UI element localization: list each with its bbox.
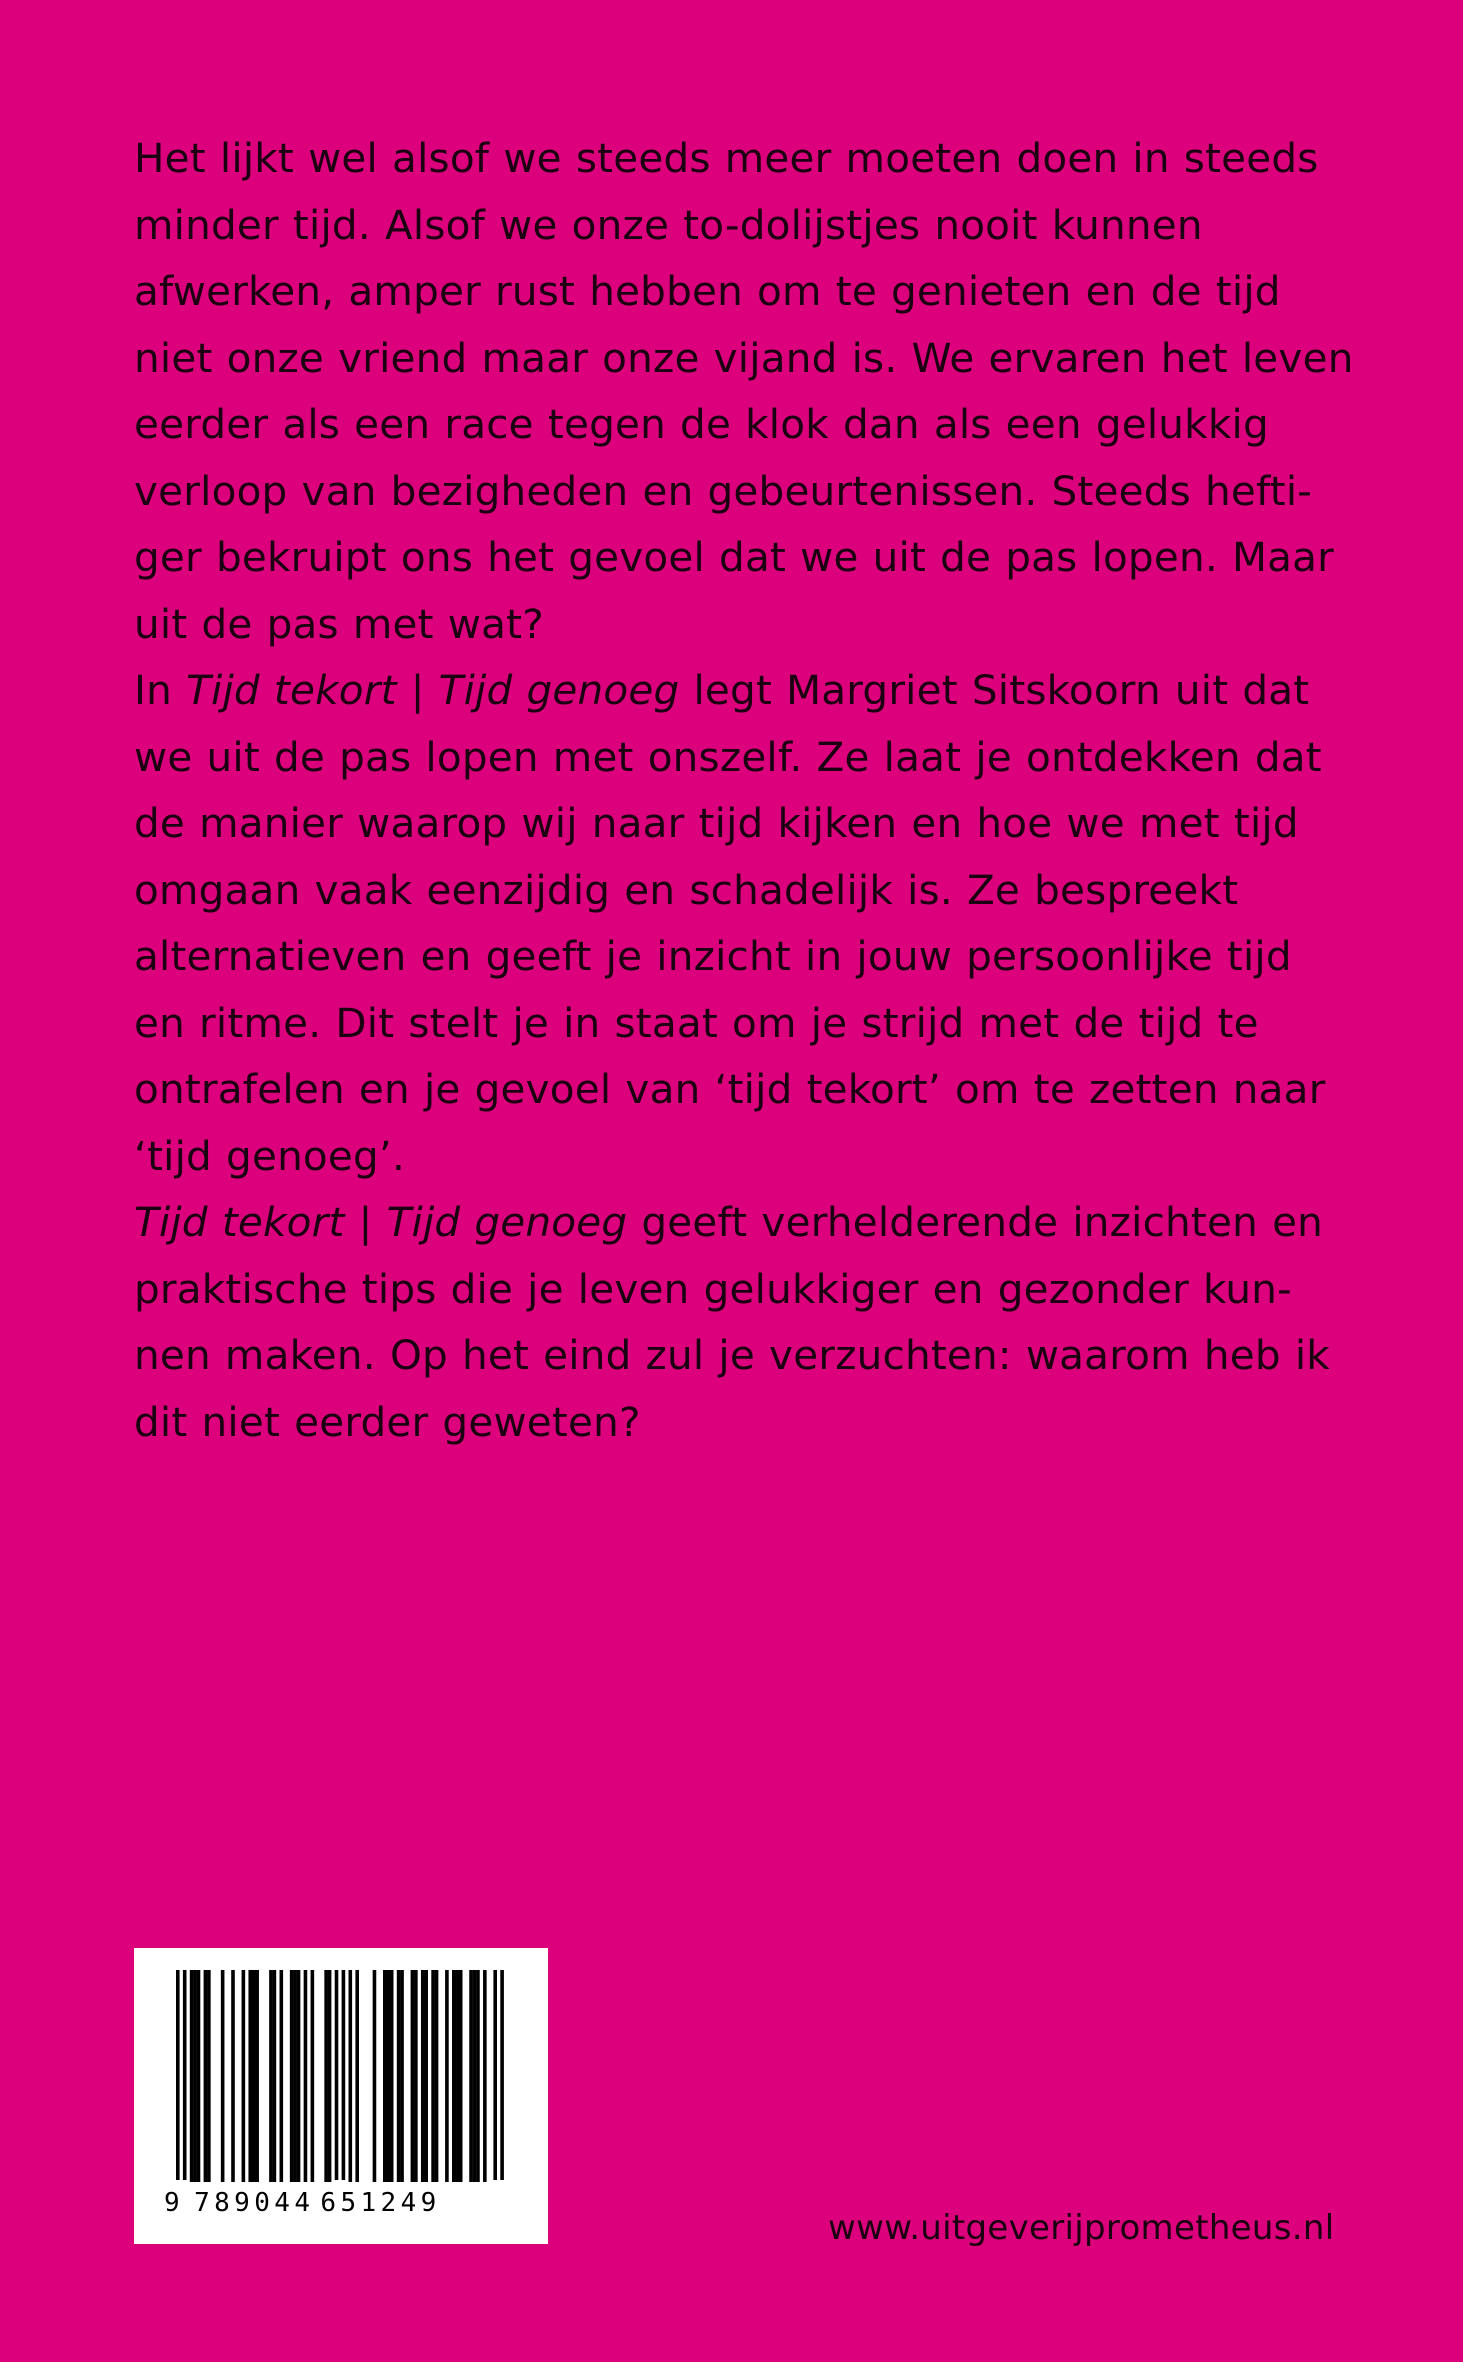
- blurb-text: omgaan vaak eenzijdig en schadelijk is. Ze bespreekt: [134, 865, 1239, 914]
- blurb-line: [134, 657, 1364, 724]
- barcode-bar: [273, 1970, 277, 2182]
- barcode-left-group: 789044: [194, 2188, 315, 2218]
- blurb-text: legt Margriet Sitskoorn uit dat: [679, 666, 1310, 714]
- barcode-bar: [414, 1970, 418, 2182]
- blurb-line: [134, 258, 1364, 325]
- barcode-bar: [459, 1970, 463, 2182]
- blurb-text: minder tijd. Alsof we onze to-dolijstjes nooit kunnen: [134, 200, 1203, 249]
- blurb-line: [134, 1189, 1364, 1256]
- blurb-text: en ritme. Dit stelt je in staat om je strijd met de tijd te: [134, 998, 1259, 1047]
- barcode-bar: [469, 1970, 473, 2182]
- barcode-bar: [328, 1970, 332, 2182]
- barcode-bar: [221, 1970, 225, 2182]
- blurb-line: [134, 990, 1364, 1057]
- barcode-bar: [269, 1970, 273, 2182]
- barcode-bar: [304, 1970, 308, 2182]
- blurb-text: afwerken, amper rust hebben om te genieten en de tijd: [134, 267, 1281, 315]
- barcode-bar: [493, 1970, 497, 2180]
- back-cover-blurb: [134, 125, 1364, 1455]
- barcode-bar: [424, 1970, 428, 2182]
- blurb-line: [134, 125, 1364, 192]
- blurb-text: Het lijkt wel alsof we steeds meer moeten doen in steeds: [134, 134, 1319, 182]
- blurb-text: ontrafelen en je gevoel van ‘tijd tekort’ om te zetten naar: [134, 1065, 1326, 1113]
- blurb-text: nen maken. Op het eind zul je verzuchten: waarom heb ik: [134, 1331, 1330, 1379]
- blurb-text: dit niet eerder geweten?: [134, 1397, 641, 1446]
- barcode-bar: [183, 1970, 187, 2180]
- blurb-text: we uit de pas lopen met onszelf. Ze laat je ontdekken dat: [134, 732, 1322, 781]
- blurb-text: uit de pas met wat?: [134, 599, 544, 648]
- barcode-bar: [373, 1970, 377, 2182]
- blurb-text: ‘tijd genoeg’.: [134, 1131, 406, 1180]
- blurb-line: [134, 790, 1364, 857]
- blurb-line: [134, 524, 1364, 591]
- barcode-bar: [297, 1970, 301, 2182]
- barcode-bar: [252, 1970, 256, 2182]
- blurb-line: [134, 923, 1364, 990]
- blurb-line: [134, 591, 1364, 658]
- barcode-bar: [400, 1970, 404, 2182]
- blurb-line: [134, 1056, 1364, 1123]
- barcode: [134, 1948, 548, 2244]
- barcode-bar: [193, 1970, 197, 2182]
- blurb-line: [134, 857, 1364, 924]
- book-title-italic: Tijd tekort | Tijd genoeg: [186, 666, 680, 714]
- blurb-text: geeft verhelderende inzichten en: [627, 1198, 1324, 1246]
- barcode-bar: [431, 1970, 435, 2182]
- barcode-bar: [280, 1970, 284, 2182]
- barcode-bar: [476, 1970, 480, 2182]
- barcode-bar: [311, 1970, 315, 2182]
- blurb-text: praktische tips die je leven gelukkiger en gezonder kun-: [134, 1264, 1292, 1313]
- blurb-line: [134, 458, 1364, 525]
- blurb-text: alternatieven en geeft je inzicht in jouw persoonlijke tijd: [134, 932, 1292, 980]
- barcode-bar: [500, 1970, 504, 2180]
- barcode-bar: [190, 1970, 194, 2182]
- blurb-text: niet onze vriend maar onze vijand is. We ervaren het leven: [134, 333, 1354, 382]
- blurb-line: [134, 325, 1364, 392]
- book-title-italic: Tijd tekort | Tijd genoeg: [134, 1198, 628, 1246]
- barcode-bar: [293, 1970, 297, 2182]
- barcode-bar: [390, 1970, 394, 2182]
- barcode-right-group: 651249: [320, 2188, 441, 2218]
- blurb-text: ger bekruipt ons het gevoel dat we uit de pas lopen. Maar: [134, 533, 1335, 581]
- barcode-bar: [386, 1970, 390, 2182]
- barcode-bar: [349, 1970, 353, 2182]
- barcode-bar: [342, 1970, 346, 2180]
- barcode-bar: [231, 1970, 235, 2182]
- barcode-bar: [435, 1970, 439, 2182]
- blurb-line: [134, 391, 1364, 458]
- blurb-line: [134, 192, 1364, 259]
- blurb-text: In: [134, 666, 187, 714]
- barcode-bar: [255, 1970, 259, 2182]
- blurb-line: [134, 1256, 1364, 1323]
- barcode-bar: [483, 1970, 487, 2182]
- barcode-bar: [204, 1970, 208, 2182]
- barcode-bar: [421, 1970, 425, 2182]
- barcode-bar: [355, 1970, 359, 2182]
- barcode-number: [164, 2188, 441, 2218]
- barcode-bar: [452, 1970, 456, 2182]
- blurb-text: verloop van bezigheden en gebeurtenissen. Steeds hefti-: [134, 466, 1313, 515]
- barcode-bar: [176, 1970, 180, 2180]
- barcode-first-digit: 9: [164, 2188, 185, 2218]
- blurb-text: eerder als een race tegen de klok dan als een gelukkig: [134, 400, 1269, 448]
- barcode-bar: [324, 1970, 328, 2182]
- barcode-bar: [445, 1970, 449, 2182]
- barcode-bar: [207, 1970, 211, 2182]
- blurb-line: [134, 1389, 1364, 1456]
- barcode-bar: [383, 1970, 387, 2182]
- barcode-bar: [473, 1970, 477, 2182]
- barcode-bar: [242, 1970, 246, 2182]
- barcode-bar: [290, 1970, 294, 2182]
- blurb-text: de manier waarop wij naar tijd kijken en hoe we met tijd: [134, 799, 1299, 847]
- barcode-bar: [455, 1970, 459, 2182]
- barcode-bar: [411, 1970, 415, 2182]
- barcode-bar: [397, 1970, 401, 2182]
- barcode-bar: [248, 1970, 252, 2182]
- blurb-line: [134, 1123, 1364, 1190]
- barcode-bar: [335, 1970, 339, 2180]
- publisher-website: www.uitgeverijprometheus.nl: [828, 2208, 1335, 2248]
- blurb-line: [134, 724, 1364, 791]
- blurb-line: [134, 1322, 1364, 1389]
- barcode-bar: [197, 1970, 201, 2182]
